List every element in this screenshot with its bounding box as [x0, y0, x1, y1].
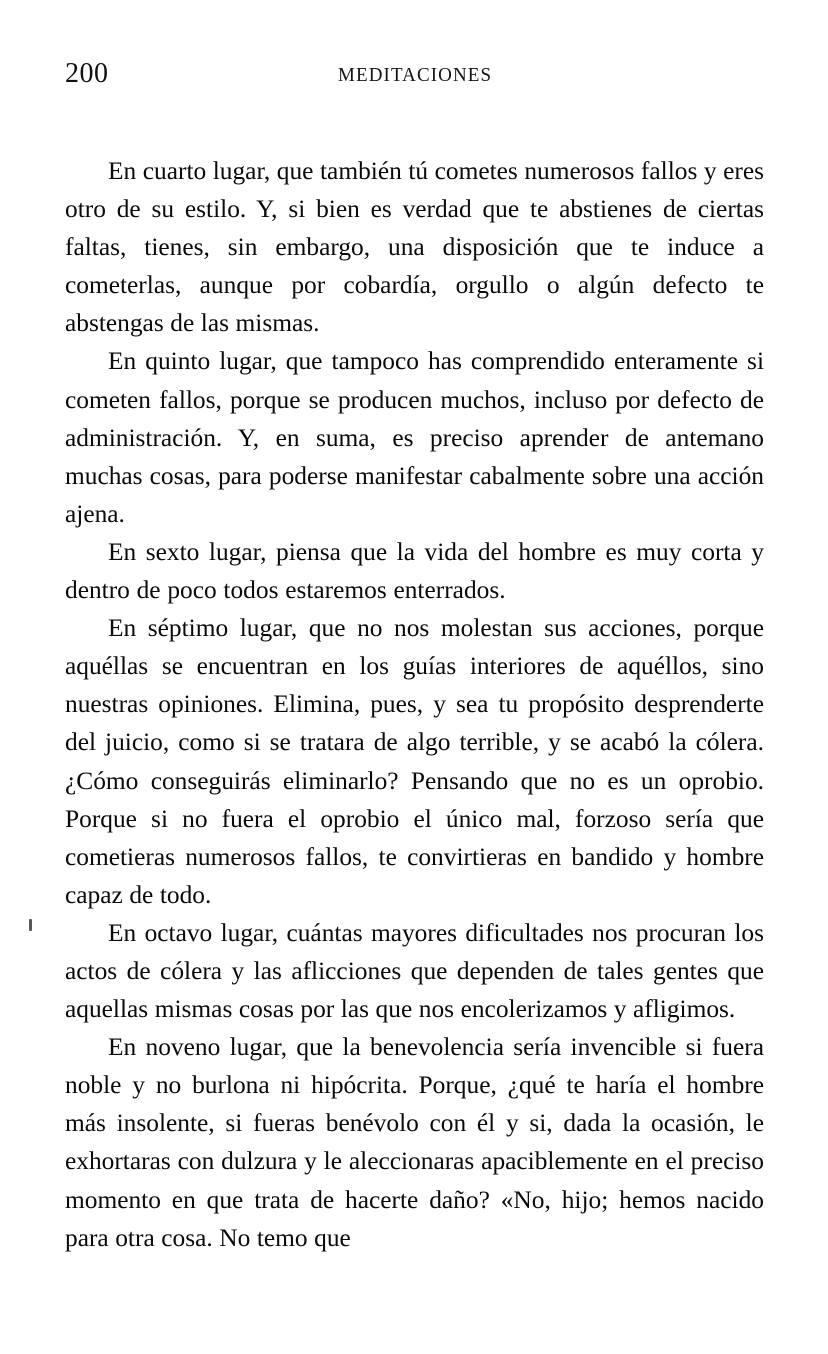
running-head	[65, 57, 763, 91]
paragraph: En quinto lugar, que tampoco has comprendido enteramente si cometen fallos, porque se producen muchos, incluso por defecto de administración. Y, en suma, es preciso aprender de antemano muchas cosas, para poderse manifestar cabalmente sobre una acción ajena.	[65, 347, 764, 528]
running-head-title: MEDITACIONES	[338, 64, 493, 87]
paragraph: En sexto lugar, piensa que la vida del hombre es muy corta y dentro de poco todos estaremos enterrados.	[65, 537, 764, 605]
paragraph: En octavo lugar, cuántas mayores dificultades nos procuran los actos de cólera y las aflicciones que dependen de tales gentes que aquellas mismas cosas por las que nos encolerizamos y afligimos.	[65, 918, 764, 1024]
page-number: 200	[65, 58, 109, 89]
scan-speck-icon	[29, 919, 32, 931]
body-text-block	[65, 152, 764, 1257]
paragraph: En cuarto lugar, que también tú cometes numerosos fallos y eres otro de su estilo. Y, si bien es verdad que te abstienes de ciertas faltas, tienes, sin embargo, una disposición que te induce a cometerlas, aunque por cobardía, orgullo o algún defecto te abstengas de las mismas.	[65, 157, 765, 338]
paragraph: En séptimo lugar, que no nos molestan sus acciones, porque aquéllas se encuentran en los guías interiores de aquéllos, sino nuestras opiniones. Elimina, pues, y sea tu propósito desprenderte del juicio, como si se tratara de algo terrible, y se acabó la cólera. ¿Cómo conseguirás eliminarlo? Pensando que no es un oprobio. Porque si no fuera el oprobio el único mal, forzoso sería que cometieras numerosos fallos, te convirtieras en bandido y hombre capaz de todo.	[65, 614, 764, 909]
paragraph: En noveno lugar, que la benevolencia sería invencible si fuera noble y no burlona ni hipócrita. Porque, ¿qué te haría el hombre más insolente, si fueras benévolo con él y si, dada la ocasión, le exhortaras con dulzura y le aleccionaras apaciblemente en el preciso momento en que trata de hacerte daño? «No, hijo; hemos nacido para otra cosa. No temo que	[65, 1033, 764, 1252]
